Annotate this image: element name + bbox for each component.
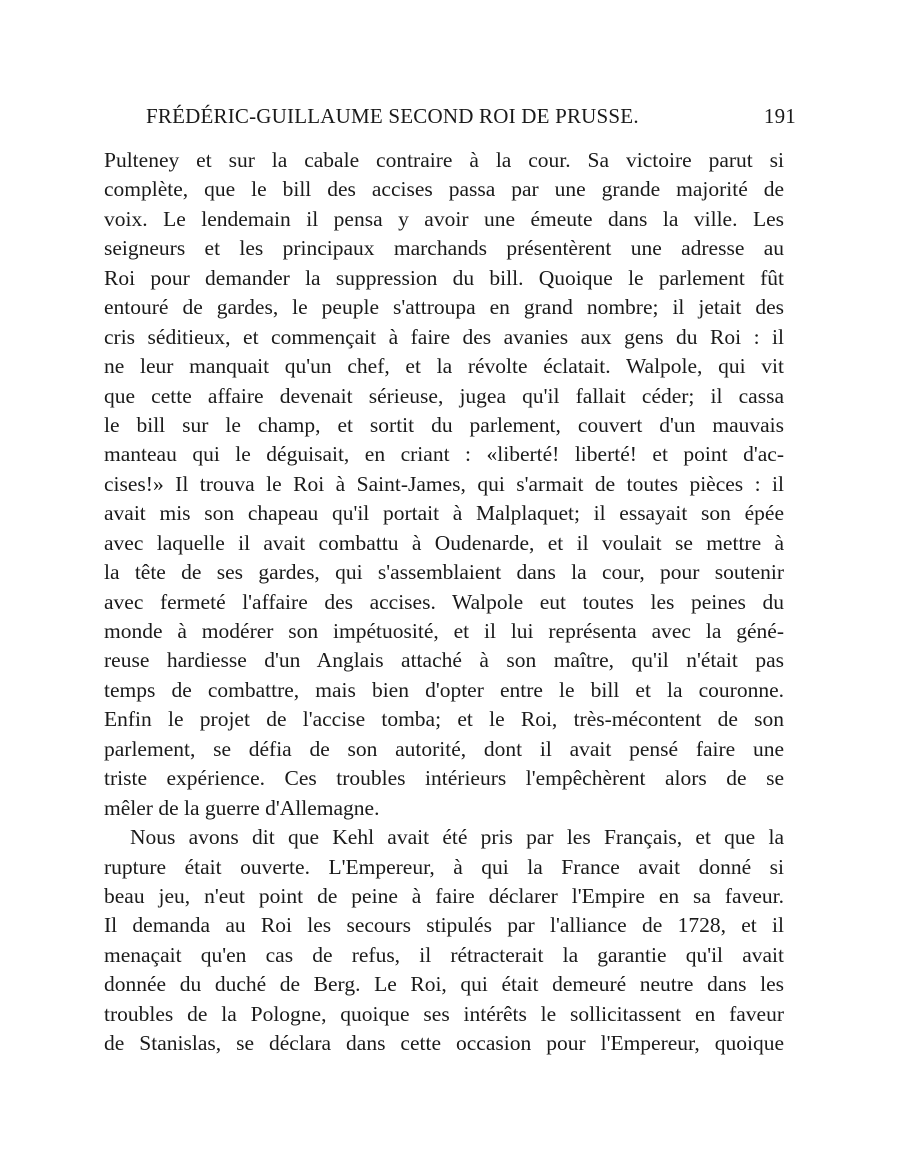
text-line: parlement, se défia de son autorité, dont il avait pensé faire une — [104, 736, 784, 761]
text-line: que cette affaire devenait sérieuse, jugea qu'il fallait céder; il cassa — [104, 383, 784, 408]
text-line: beau jeu, n'eut point de peine à faire déclarer l'Empire en sa faveur. — [104, 883, 784, 908]
text-line: avec fermeté l'affaire des accises. Walpole eut toutes les peines du — [104, 589, 784, 614]
running-title: FRÉDÉRIC-GUILLAUME SECOND ROI DE PRUSSE. — [146, 104, 639, 128]
text-line: rupture était ouverte. L'Empereur, à qui la France avait donné si — [104, 854, 784, 879]
text-line: Il demanda au Roi les secours stipulés par l'alliance de 1728, et il — [104, 913, 784, 938]
text-line: triste expérience. Ces troubles intérieurs l'empêchèrent alors de se — [104, 766, 784, 791]
text-line: Pulteney et sur la cabale contraire à la cour. Sa victoire parut si — [104, 148, 784, 172]
body-text — [104, 146, 784, 1059]
text-line: la tête de ses gardes, qui s'assemblaient dans la cour, pour soutenir — [104, 560, 784, 585]
text-line: de Stanislas, se déclara dans cette occasion pour l'Empereur, quoique — [104, 1031, 784, 1056]
text-line: monde à modérer son impétuosité, et il lui représenta avec la géné- — [104, 619, 784, 643]
text-line: avec laquelle il avait combattu à Oudenarde, et il voulait se mettre à — [104, 530, 784, 555]
running-head — [104, 104, 796, 132]
text-line: avait mis son chapeau qu'il portait à Malplaquet; il essayait son épée — [104, 501, 784, 526]
page-number: 191 — [763, 104, 796, 128]
text-line: reuse hardiesse d'un Anglais attaché à son maître, qu'il n'était pas — [104, 648, 784, 673]
text-line: menaçait qu'en cas de refus, il rétracterait la garantie qu'il avait — [104, 942, 784, 967]
text-line: Enfin le projet de l'accise tomba; et le Roi, très-mécontent de son — [104, 707, 784, 732]
text-line: manteau qui le déguisait, en criant : «liberté! liberté! et point d'ac- — [104, 442, 784, 467]
paragraph-2 — [104, 823, 784, 1059]
text-line: troubles de la Pologne, quoique ses intérêts le sollicitassent en faveur — [104, 1001, 784, 1026]
paragraph-1 — [104, 146, 784, 823]
text-line: cris séditieux, et commençait à faire des avanies aux gens du Roi : il — [104, 324, 784, 349]
text-line: cises!» Il trouva le Roi à Saint-James, qui s'armait de toutes pièces : il — [104, 471, 784, 496]
text-line: seigneurs et les principaux marchands présentèrent une adresse au — [104, 236, 784, 261]
text-line: Roi pour demander la suppression du bill. Quoique le parlement fût — [104, 265, 784, 290]
text-line: temps de combattre, mais bien d'opter entre le bill et la couronne. — [104, 677, 784, 702]
text-line: entouré de gardes, le peuple s'attroupa en grand nombre; il jetait des — [104, 295, 784, 320]
text-line: mêler de la guerre d'Allemagne. — [104, 795, 380, 820]
text-line: voix. Le lendemain il pensa y avoir une émeute dans la ville. Les — [104, 206, 784, 231]
text-line: le bill sur le champ, et sortit du parlement, couvert d'un mauvais — [104, 412, 784, 437]
text-line: Nous avons dit que Kehl avait été pris par les Français, et que la — [130, 825, 784, 850]
text-line: ne leur manquait qu'un chef, et la révolte éclatait. Walpole, qui vit — [104, 354, 784, 379]
text-line: complète, que le bill des accises passa par une grande majorité de — [104, 177, 784, 202]
text-line: donnée du duché de Berg. Le Roi, qui était demeuré neutre dans les — [104, 972, 784, 997]
